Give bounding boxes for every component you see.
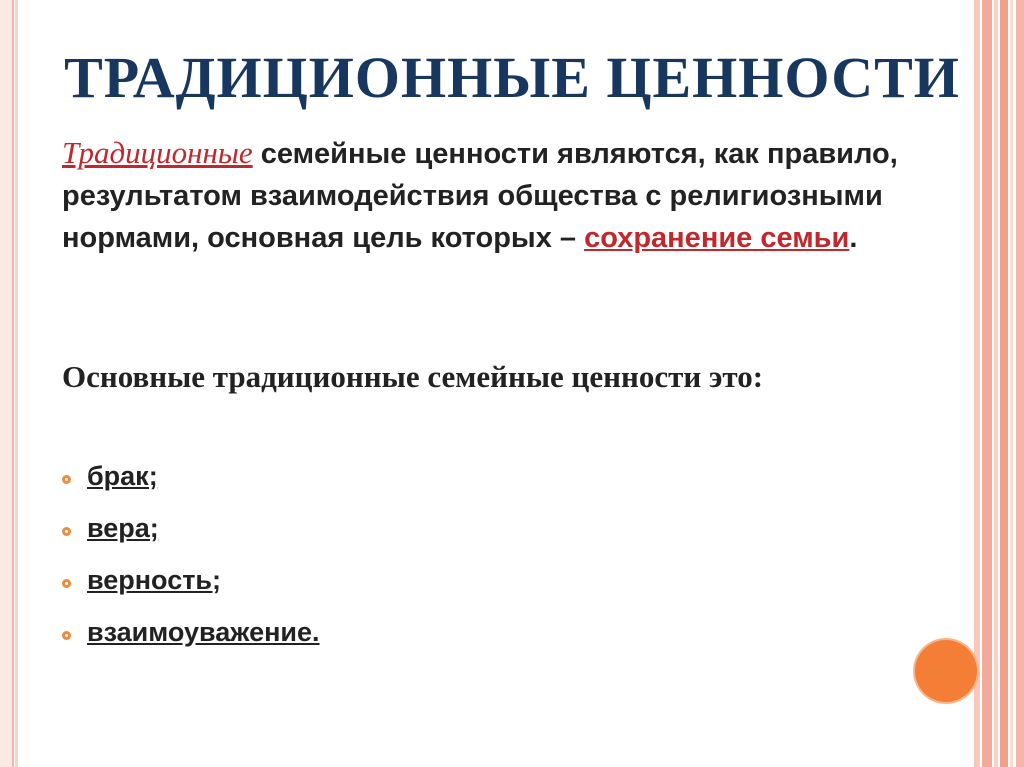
ring-bullet-icon xyxy=(62,475,71,484)
paragraph-end: . xyxy=(849,222,858,254)
values-list xyxy=(62,450,320,658)
ring-bullet-icon xyxy=(62,579,71,588)
list-item xyxy=(62,502,320,554)
list-item xyxy=(62,606,320,658)
list-item-text: верность; xyxy=(87,564,222,595)
right-decorative-stripes xyxy=(974,0,1024,767)
list-item-text: брак; xyxy=(87,460,158,491)
list-item xyxy=(62,450,320,502)
list-item-text: вера; xyxy=(87,512,159,543)
left-frame-accent xyxy=(15,0,18,767)
ring-bullet-icon xyxy=(62,527,71,536)
slide-title: ТРАДИЦИОННЫЕ ЦЕННОСТИ xyxy=(64,45,960,110)
ring-bullet-icon xyxy=(62,631,71,640)
highlight-word: Традиционные xyxy=(62,135,253,170)
paragraph-text: семейные ценности являются, как правило, результатом взаимодействия общества с религиозными нормами, основная цель которых – xyxy=(62,138,898,254)
values-subheading: Основные традиционные семейные ценности это: xyxy=(62,359,764,394)
highlight-phrase: сохранение семьи xyxy=(584,222,850,254)
list-item xyxy=(62,554,320,606)
definition-paragraph xyxy=(62,132,902,259)
left-frame-border xyxy=(0,0,14,767)
orange-circle-decoration xyxy=(915,640,977,702)
list-item-text: взаимоуважение. xyxy=(87,616,320,647)
